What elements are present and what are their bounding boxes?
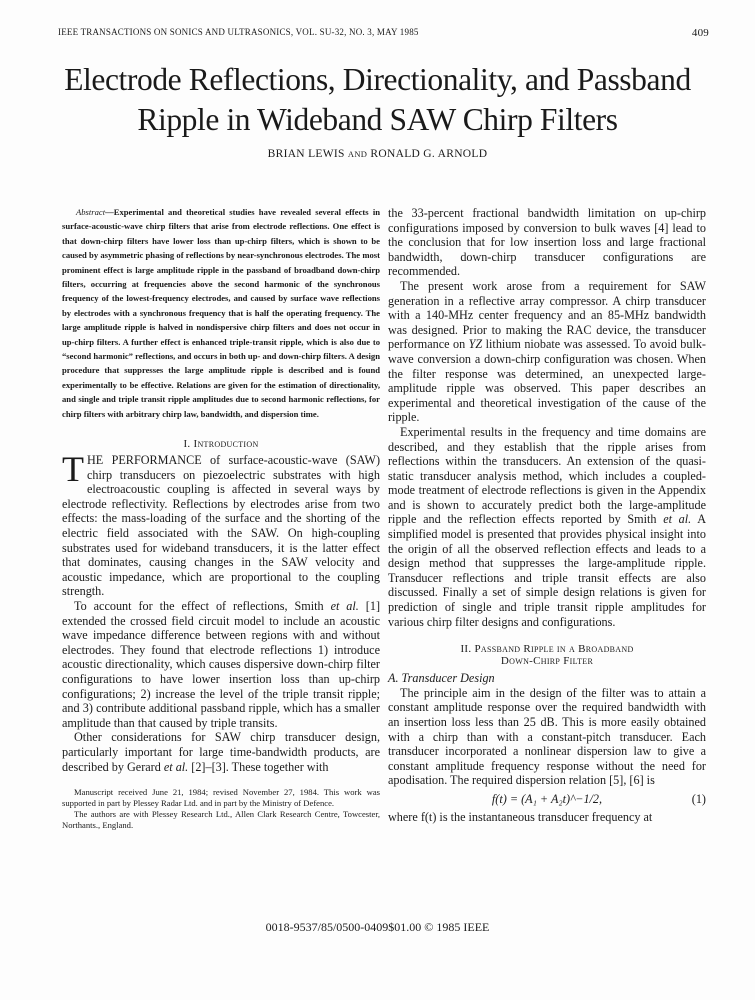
left-column — [62, 205, 380, 831]
right-column — [388, 206, 706, 825]
title-line-1: Electrode Reflections, Directionality, and Passband — [64, 62, 691, 97]
running-head — [58, 27, 709, 37]
intro-paragraph-2: To account for the effect of reflections, Smith et al. [1] extended the crossed field circuit model to include an acoustic wave impedance difference between regions with and without electrodes. They found that electrode reflections 1) introduce acoustic directionality, which causes dispersive down-chirp filter configurations to have lower insertion loss than up-chirp configurations; 2) increase the level of the triple transit ripple; and 3) contribute additional passband ripple, which has a smaller amplitude than that caused by triple transits. — [62, 599, 381, 730]
equation-body: f(t) = (A₁ + A₂t)^−1/2, — [491, 791, 603, 806]
intro-paragraph-4: The present work arose from a requirement for SAW generation in a reflective array compressor. A chirp transducer with a 140-MHz center frequency and an 85-MHz bandwidth was designed. Prior to making the RAC device, the transducer performance on YZ lithium niobate was assessed. To avoid bulk-wave conversion a down-chirp configuration was chosen. When the filter response was determined, an unexpected large-amplitude ripple was observed. This paper describes an experimental and theoretical investigation of the cause of the ripple. — [388, 278, 706, 425]
section-heading-passband-ripple: II. Passband Ripple in a Broadband Down-Chirp Filter — [460, 643, 634, 668]
abstract-text: —Experimental and theoretical studies have revealed several effects in surface-acoustic-wave chirp filters that arise from electrode reflections. One effect is that down-chirp filters have lower loss than up-chirp filters, which is shown to be caused by asymmetric phasing of reflections by near-synchronous electrodes. The most prominent effect is large amplitude ripple in the passband of broadband down-chirp filters, occurring at frequencies above the second harmonic of the synchronous frequency of the lowest-frequency electrodes, and caused by surface wave reflections by electrodes with a synchronous frequency that is half the operating frequency. The large amplitude ripple is halved in nondispersive chirp filters and does not occur in up-chirp filters. A further effect is enhanced triple-transit ripple, which is also due to “second harmonic” reflections, and occurs in both up- and down-chirp filters. A design procedure that suppresses the large amplitude ripple is described and is found experimentally to be effective. Relations are given for the estimation of directionality, and single and triple transit ripple amplitudes due to second harmonic reflections, for chirp filters with arbitrary chirp law, bandwidth, and dispersion time. — [62, 207, 380, 419]
footnote-affiliation: The authors are with Plessey Research Ltd., Allen Clark Research Centre, Towcester, Northants., England. — [62, 809, 380, 831]
abstract-label: Abstract — [76, 207, 106, 217]
drop-cap: T — [62, 449, 84, 490]
author-list — [0, 148, 755, 160]
equation-number: (1) — [691, 791, 706, 806]
intro-paragraph-3-continued: the 33-percent fractional bandwidth limitation on up-chirp configurations imposed by conversion to bulk waves [4] lead to the conclusion that for low insertion loss and large fractional bandwidth, down-chirp transducer configurations are recommended. — [388, 206, 706, 279]
section-heading-introduction: I. Introduction — [183, 438, 259, 451]
section2-paragraph-1: The principle aim in the design of the filter was to attain a constant amplitude response over the required bandwidth with an insertion loss less than 25 dB. This is more easily obtained with a chirp than with a constant-pitch transducer. Each transducer incorporated a nonlinear dispersion law to give a constant amplitude frequency response without the need for apodisation. The required dispersion relation [5], [6] is — [388, 685, 706, 788]
equation-1 — [388, 788, 706, 810]
footnote-manuscript: Manuscript received June 21, 1984; revised November 27, 1984. This work was supported in part by Plessey Radar Ltd. and in part by the Ministry of Defence. — [62, 787, 380, 809]
author-1: BRIAN LEWIS — [267, 148, 345, 160]
intro-paragraph-3: Other considerations for SAW chirp transducer design, particularly important for large time-bandwidth products, are described by Gerard et al. [2]–[3]. These together with — [62, 730, 380, 774]
title-line-2: Ripple in Wideband SAW Chirp Filters — [137, 102, 618, 137]
author-2: RONALD G. ARNOLD — [370, 148, 488, 160]
paper-title — [0, 60, 755, 140]
section2-paragraph-2: where f(t) is the instantaneous transducer frequency at — [388, 809, 653, 824]
copyright-footer: 0018-9537/85/0500-0409$01.00 © 1985 IEEE — [265, 920, 490, 934]
intro-paragraph-5: Experimental results in the frequency and time domains are described, and they establish that the ripple arises from reflections within the transducers. An extension of the quasi-static transducer analysis method, which includes a coupled-mode treatment of electrode reflections is given in the Appendix and is shown to accurately predict both the large-amplitude ripple and the reflection effects reported by Smith et al. A simplified model is presented that provides physical insight into the origin of all the observed reflection effects and leads to a design method that suppresses the large-amplitude ripple. Transducer reflections and triple transit effects are also discussed. Finally a set of simple design relations is given for prediction of single and triple transit ripple amplitudes for various chirp filter designs and configurations. — [388, 424, 706, 629]
abstract — [62, 205, 380, 421]
journal-citation: IEEE TRANSACTIONS ON SONICS AND ULTRASONICS, VOL. SU-32, NO. 3, MAY 1985 — [58, 27, 419, 37]
author-conjunction: AND — [347, 149, 368, 159]
page-number: 409 — [691, 27, 709, 39]
intro-paragraph-1: THE PERFORMANCE of surface-acoustic-wave (SAW) chirp transducers on piezoelectric substrates with high electroacoustic coupling is affected in several ways by electrode reflectivity. Reflections by electrodes arise from two effects: the mass-loading of the surface and the shorting of the electric field associated with the SAW. On high-coupling substrates used for wideband transducers, it is the latter effect that dominates, causing changes in the SAW velocity and acoustic impedance, which are proportional to the coupling strength. — [62, 449, 380, 599]
subsection-heading-transducer-design: A. Transducer Design — [388, 671, 495, 686]
